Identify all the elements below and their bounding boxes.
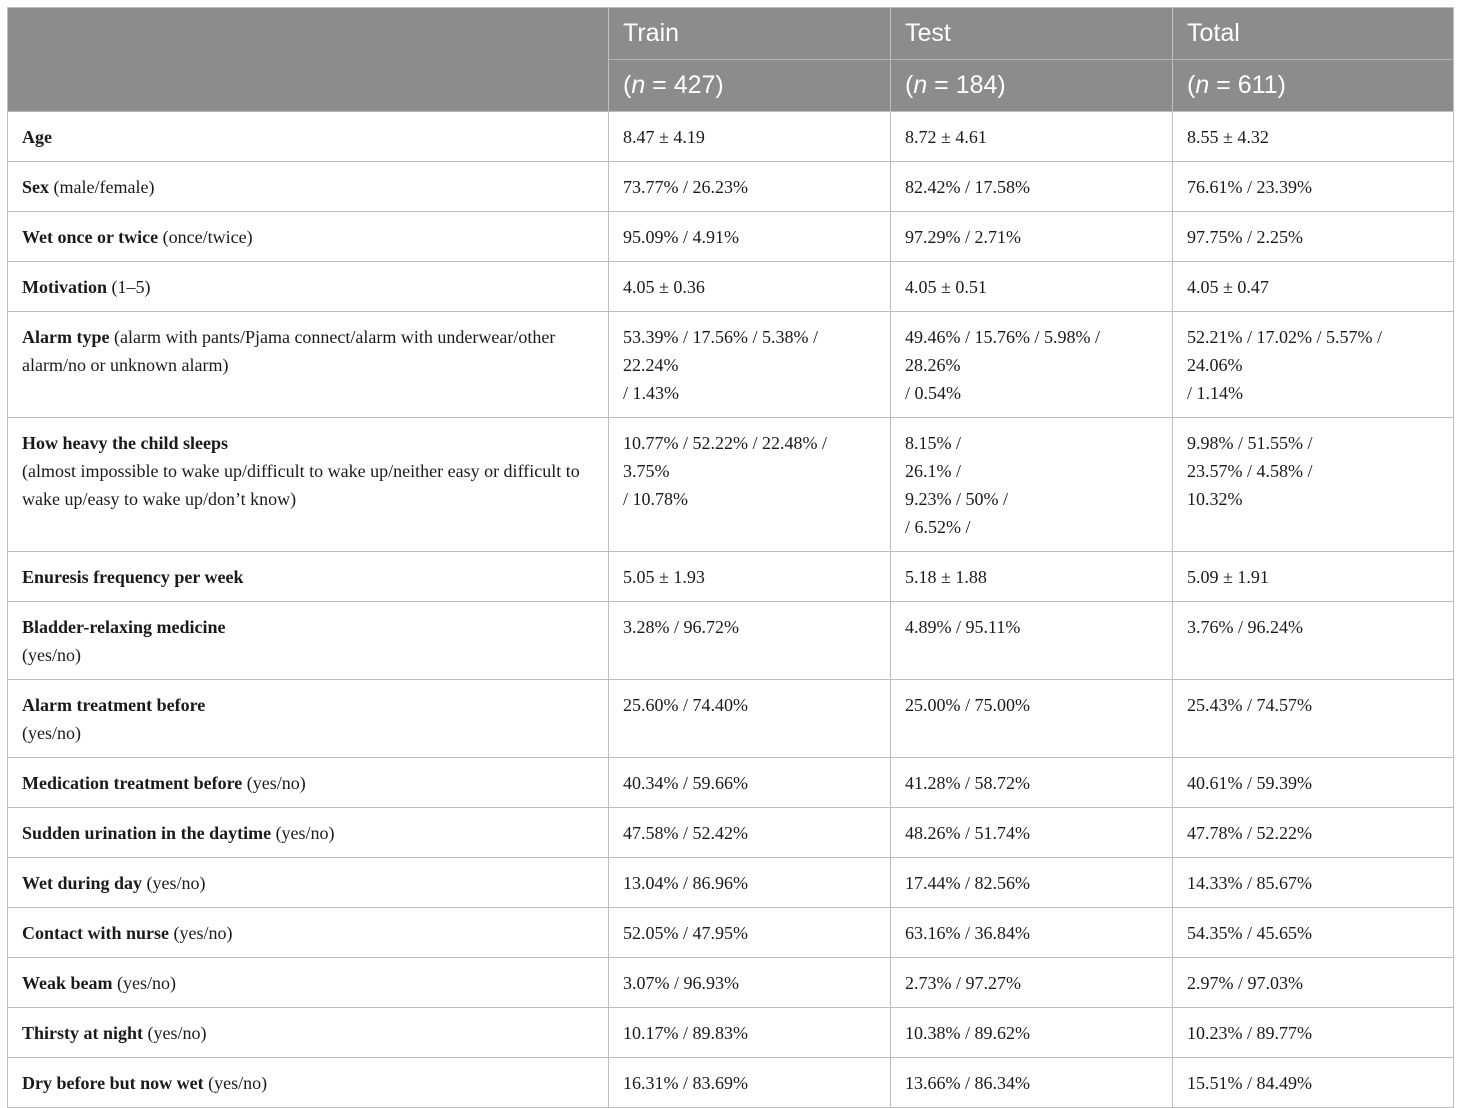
cell-train: [609, 858, 891, 908]
cell-total: [1173, 1008, 1454, 1058]
cell-test: [891, 958, 1173, 1008]
row-label-detail: (yes/no): [142, 873, 206, 893]
cell-test: [891, 1058, 1173, 1108]
row-label-bold: Motivation: [22, 277, 107, 297]
header-test-count: (n = 184): [891, 60, 1173, 112]
cell-total: [1173, 758, 1454, 808]
cell-train: [609, 1058, 891, 1108]
row-label: [8, 112, 609, 162]
cell-value: 95.09% / 4.91%: [623, 227, 739, 247]
cell-value: 8.55 ± 4.32: [1187, 127, 1269, 147]
row-label-bold: Medication treatment before: [22, 773, 243, 793]
cell-value: 23.57% / 4.58% /: [1187, 461, 1313, 481]
cell-train: [609, 552, 891, 602]
cell-value: 13.66% / 86.34%: [905, 1073, 1030, 1093]
cell-value: 22.24%: [623, 355, 679, 375]
cell-test: [891, 212, 1173, 262]
table-row: [8, 418, 1454, 552]
table-row: [8, 212, 1454, 262]
table-row: [8, 312, 1454, 418]
row-label-detail: (alarm with pants/Pjama connect/alarm with underwear/other alarm/no or unknown alarm): [22, 327, 556, 375]
cell-value: 28.26%: [905, 355, 961, 375]
cell-train: [609, 680, 891, 758]
header-total: Total: [1173, 8, 1454, 60]
table-row: [8, 162, 1454, 212]
cell-test: [891, 1008, 1173, 1058]
row-label: [8, 552, 609, 602]
header-train-count: (n = 427): [609, 60, 891, 112]
table-row: [8, 808, 1454, 858]
row-label-detail: (yes/no): [22, 723, 81, 743]
cell-value: 10.17% / 89.83%: [623, 1023, 748, 1043]
cell-test: [891, 312, 1173, 418]
row-label-detail: (1–5): [107, 277, 151, 297]
cell-value: 5.18 ± 1.88: [905, 567, 987, 587]
row-label: [8, 1058, 609, 1108]
cell-value: 9.23% / 50% /: [905, 489, 1008, 509]
cell-train: [609, 1008, 891, 1058]
row-label-detail: (yes/no): [143, 1023, 207, 1043]
cell-value: 14.33% / 85.67%: [1187, 873, 1312, 893]
cell-value: 15.51% / 84.49%: [1187, 1073, 1312, 1093]
cell-test: [891, 858, 1173, 908]
row-label-detail: (almost impossible to wake up/difficult to wake up/neither easy or difficult to wake up/easy to wake up/don’t know): [22, 461, 580, 509]
cell-train: [609, 312, 891, 418]
cell-value: 40.61% / 59.39%: [1187, 773, 1312, 793]
header-total-count: (n = 611): [1173, 60, 1454, 112]
cell-test: [891, 602, 1173, 680]
cell-value: 53.39% / 17.56% / 5.38% /: [623, 327, 818, 347]
cell-value: / 1.14%: [1187, 383, 1243, 403]
row-label-bold: Alarm treatment before: [22, 695, 206, 715]
cell-value: 10.38% / 89.62%: [905, 1023, 1030, 1043]
cell-train: [609, 908, 891, 958]
cell-value: 10.77% / 52.22% / 22.48% /: [623, 433, 827, 453]
header-train: Train: [609, 8, 891, 60]
cell-test: [891, 758, 1173, 808]
row-label-detail: (yes/no): [112, 973, 176, 993]
row-label: [8, 212, 609, 262]
cell-value: 5.05 ± 1.93: [623, 567, 705, 587]
cell-total: [1173, 908, 1454, 958]
cell-value: / 10.78%: [623, 489, 688, 509]
row-label-bold: Sex: [22, 177, 49, 197]
cell-value: 10.32%: [1187, 489, 1243, 509]
row-label: [8, 602, 609, 680]
cell-train: [609, 602, 891, 680]
cell-total: [1173, 112, 1454, 162]
row-label-bold: Alarm type: [22, 327, 110, 347]
cell-total: [1173, 418, 1454, 552]
cell-value: 47.78% / 52.22%: [1187, 823, 1312, 843]
cell-total: [1173, 1058, 1454, 1108]
cell-test: [891, 262, 1173, 312]
table-row: [8, 1058, 1454, 1108]
row-label-detail: (yes/no): [242, 773, 306, 793]
cell-value: 8.72 ± 4.61: [905, 127, 987, 147]
row-label: [8, 312, 609, 418]
cell-value: 52.05% / 47.95%: [623, 923, 748, 943]
row-label-bold: Wet once or twice: [22, 227, 159, 247]
cell-total: [1173, 680, 1454, 758]
cell-train: [609, 808, 891, 858]
row-label-bold: Wet during day: [22, 873, 143, 893]
row-label-detail: (yes/no): [22, 645, 81, 665]
cell-value: 2.73% / 97.27%: [905, 973, 1021, 993]
cell-value: 48.26% / 51.74%: [905, 823, 1030, 843]
cell-value: / 0.54%: [905, 383, 961, 403]
cell-value: 10.23% / 89.77%: [1187, 1023, 1312, 1043]
cell-total: [1173, 262, 1454, 312]
cell-test: [891, 162, 1173, 212]
cell-value: 40.34% / 59.66%: [623, 773, 748, 793]
row-label: [8, 958, 609, 1008]
table-row: [8, 1008, 1454, 1058]
row-label-bold: Contact with nurse: [22, 923, 169, 943]
row-label-detail: (yes/no): [169, 923, 233, 943]
row-label-bold: Dry before but now wet: [22, 1073, 204, 1093]
cell-total: [1173, 312, 1454, 418]
cell-value: 25.43% / 74.57%: [1187, 695, 1312, 715]
cell-test: [891, 418, 1173, 552]
cell-total: [1173, 858, 1454, 908]
cell-value: / 1.43%: [623, 383, 679, 403]
cell-value: 17.44% / 82.56%: [905, 873, 1030, 893]
demographics-table: [7, 7, 1454, 1108]
cell-value: 3.07% / 96.93%: [623, 973, 739, 993]
cell-value: 4.05 ± 0.36: [623, 277, 705, 297]
cell-value: 41.28% / 58.72%: [905, 773, 1030, 793]
cell-value: 3.28% / 96.72%: [623, 617, 739, 637]
cell-test: [891, 552, 1173, 602]
cell-train: [609, 758, 891, 808]
cell-value: 73.77% / 26.23%: [623, 177, 748, 197]
row-label-detail: (yes/no): [271, 823, 335, 843]
row-label: [8, 680, 609, 758]
cell-value: 25.00% / 75.00%: [905, 695, 1030, 715]
cell-value: 16.31% / 83.69%: [623, 1073, 748, 1093]
cell-total: [1173, 552, 1454, 602]
row-label: [8, 858, 609, 908]
cell-train: [609, 418, 891, 552]
cell-train: [609, 112, 891, 162]
cell-total: [1173, 212, 1454, 262]
cell-test: [891, 908, 1173, 958]
row-label-detail: (male/female): [49, 177, 155, 197]
cell-value: 24.06%: [1187, 355, 1243, 375]
cell-value: 8.47 ± 4.19: [623, 127, 705, 147]
cell-value: 52.21% / 17.02% / 5.57% /: [1187, 327, 1382, 347]
cell-value: 3.75%: [623, 461, 670, 481]
cell-value: 25.60% / 74.40%: [623, 695, 748, 715]
row-label: [8, 418, 609, 552]
row-label-bold: Sudden urination in the daytime: [22, 823, 272, 843]
cell-value: 63.16% / 36.84%: [905, 923, 1030, 943]
cell-value: 76.61% / 23.39%: [1187, 177, 1312, 197]
row-label-bold: How heavy the child sleeps: [22, 433, 229, 453]
cell-value: 4.05 ± 0.47: [1187, 277, 1269, 297]
row-label: [8, 1008, 609, 1058]
cell-value: 49.46% / 15.76% / 5.98% /: [905, 327, 1100, 347]
cell-value: 54.35% / 45.65%: [1187, 923, 1312, 943]
cell-total: [1173, 808, 1454, 858]
header-row-names: [8, 8, 1454, 60]
row-label-detail: (once/twice): [158, 227, 253, 247]
cell-train: [609, 958, 891, 1008]
cell-value: 47.58% / 52.42%: [623, 823, 748, 843]
row-label: [8, 758, 609, 808]
row-label-bold: Bladder-relaxing medicine: [22, 617, 226, 637]
cell-train: [609, 262, 891, 312]
cell-value: 97.75% / 2.25%: [1187, 227, 1303, 247]
table-header: [8, 8, 1454, 112]
table-row: [8, 858, 1454, 908]
cell-test: [891, 112, 1173, 162]
header-blank-cell: [8, 8, 609, 112]
row-label: [8, 262, 609, 312]
cell-value: 8.15% /: [905, 433, 961, 453]
cell-value: / 6.52% /: [905, 517, 971, 537]
cell-train: [609, 212, 891, 262]
cell-total: [1173, 162, 1454, 212]
cell-value: 4.05 ± 0.51: [905, 277, 987, 297]
row-label: [8, 162, 609, 212]
cell-test: [891, 680, 1173, 758]
table-row: [8, 262, 1454, 312]
table-row: [8, 758, 1454, 808]
cell-value: 26.1% /: [905, 461, 961, 481]
cell-value: 13.04% / 86.96%: [623, 873, 748, 893]
cell-train: [609, 162, 891, 212]
table-row: [8, 552, 1454, 602]
cell-value: 97.29% / 2.71%: [905, 227, 1021, 247]
table-body: [8, 112, 1454, 1108]
cell-value: 4.89% / 95.11%: [905, 617, 1021, 637]
row-label-bold: Weak beam: [22, 973, 113, 993]
row-label-bold: Enuresis frequency per week: [22, 567, 244, 587]
cell-test: [891, 808, 1173, 858]
row-label: [8, 908, 609, 958]
row-label-bold: Thirsty at night: [22, 1023, 144, 1043]
cell-value: 2.97% / 97.03%: [1187, 973, 1303, 993]
cell-value: 9.98% / 51.55% /: [1187, 433, 1313, 453]
row-label-bold: Age: [22, 127, 52, 147]
table-row: [8, 680, 1454, 758]
cell-total: [1173, 958, 1454, 1008]
row-label-detail: (yes/no): [203, 1073, 268, 1093]
cell-total: [1173, 602, 1454, 680]
table-row: [8, 602, 1454, 680]
cell-value: 82.42% / 17.58%: [905, 177, 1030, 197]
header-test: Test: [891, 8, 1173, 60]
cell-value: 5.09 ± 1.91: [1187, 567, 1269, 587]
cell-value: 3.76% / 96.24%: [1187, 617, 1303, 637]
row-label: [8, 808, 609, 858]
table-row: [8, 958, 1454, 1008]
table-row: [8, 112, 1454, 162]
table-row: [8, 908, 1454, 958]
